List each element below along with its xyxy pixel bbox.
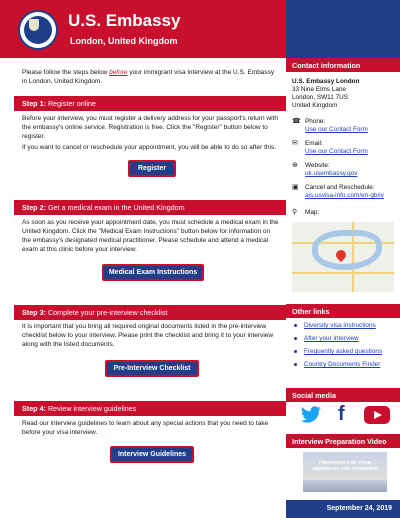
header-banner xyxy=(0,0,286,58)
embassy-map[interactable] xyxy=(292,222,394,292)
register-button[interactable]: Register xyxy=(128,160,176,177)
map-label: Map: xyxy=(305,209,320,216)
embassy-seal-icon xyxy=(18,10,58,50)
before-emphasis: before xyxy=(109,69,128,76)
interview-video-thumbnail[interactable] xyxy=(303,452,387,492)
other-link-documents-finder[interactable]: Country Documents Finder xyxy=(292,361,398,374)
sidebar xyxy=(286,0,400,518)
twitter-icon[interactable] xyxy=(300,406,322,424)
step-3-header: Step 3: Complete your pre-interview checklist xyxy=(14,305,286,320)
social-media-heading: Social media xyxy=(286,388,400,402)
interview-guidelines-button[interactable]: Interview Guidelines xyxy=(110,446,194,463)
website-link[interactable]: uk.usembassy.gov xyxy=(305,170,358,177)
step-2-header: Step 2: Get a medical exam in the United Kingdom xyxy=(14,200,286,215)
step-1-text: Before your interview, you must register a delivery address for your passport's return with the embassy's online service. Registration is free. Click the "Register" button below to register. xyxy=(22,115,278,140)
page-title: U.S. Embassy xyxy=(68,11,181,30)
website-icon: ⊕ xyxy=(292,162,298,169)
email-contact: Email: Use our Contact Form xyxy=(305,140,368,155)
other-link-after-interview[interactable]: After your interview xyxy=(292,335,398,348)
pre-interview-checklist-button[interactable]: Pre-Interview Checklist xyxy=(105,360,199,377)
facebook-icon[interactable]: f xyxy=(338,403,345,425)
office-address: U.S. Embassy London 33 Nine Elms Lane London, SW11 7US United Kingdom xyxy=(292,78,360,109)
publish-date: September 24, 2019 xyxy=(286,500,400,518)
other-link-faq[interactable]: Frequently asked questions xyxy=(292,348,398,361)
phone-contact: Phone: Use our Contact Form xyxy=(305,118,368,133)
other-links-list xyxy=(292,322,398,374)
cancel-reschedule-link[interactable]: ais.usvisa-info.com/en-gb/iv xyxy=(305,192,384,199)
step-3-text: It is important that you bring all required original documents listed in the pre-interview checklist below to your interview. Please print the checklist and bring it to your interview along with the listed documents. xyxy=(22,323,274,348)
other-links-heading: Other links xyxy=(286,304,400,318)
medical-exam-instructions-button[interactable]: Medical Exam Instructions xyxy=(102,264,204,281)
step-2-text: As soon as you receive your appointment date, you must schedule a medical exam in the United Kingdom. Click the "Medical Exam Instructions" button below for information on the embassy's designated medical practitioner. Please schedule and attend a medical exam at this clinic before your interview. xyxy=(22,219,279,253)
phone-contact-link[interactable]: Use our Contact Form xyxy=(305,126,368,133)
video-caption: PREPARING FOR YOUR IMMIGRANT VISA INTERVIEW xyxy=(312,460,378,471)
sidebar-top-band xyxy=(286,0,400,58)
step-1-note: If you want to cancel or reschedule your appointment, you will be able to do so after this. xyxy=(22,144,277,151)
step-4-text: Read our interview guidelines to learn about any special actions that you need to take before your visa interview. xyxy=(22,420,269,436)
social-media-icons xyxy=(286,400,400,432)
email-contact-link[interactable]: Use our Contact Form xyxy=(305,148,368,155)
website-contact: Website: uk.usembassy.gov xyxy=(305,162,358,177)
phone-icon: ☎ xyxy=(292,118,301,125)
intro-text: Please follow the steps below before your immigrant visa interview at the U.S. Embassy in London, United Kingdom. xyxy=(22,69,275,85)
map-pin-icon: ⚲ xyxy=(292,209,298,216)
step-4-header: Step 4: Review interview guidelines xyxy=(14,401,286,416)
step-1-header: Step 1: Register online xyxy=(14,96,286,111)
calendar-icon: ▣ xyxy=(292,184,299,191)
page-subtitle: London, United Kingdom xyxy=(70,36,178,46)
youtube-icon[interactable] xyxy=(364,406,390,424)
cancel-reschedule-contact: Cancel and Reschedule: ais.usvisa-info.com/en-gb/iv xyxy=(305,184,384,199)
video-heading: Interview Preparation Video xyxy=(286,434,400,448)
email-icon: ✉ xyxy=(292,140,298,147)
contact-heading: Contact information xyxy=(286,58,400,72)
other-link-diversity[interactable]: Diversity visa instructions xyxy=(292,322,398,335)
